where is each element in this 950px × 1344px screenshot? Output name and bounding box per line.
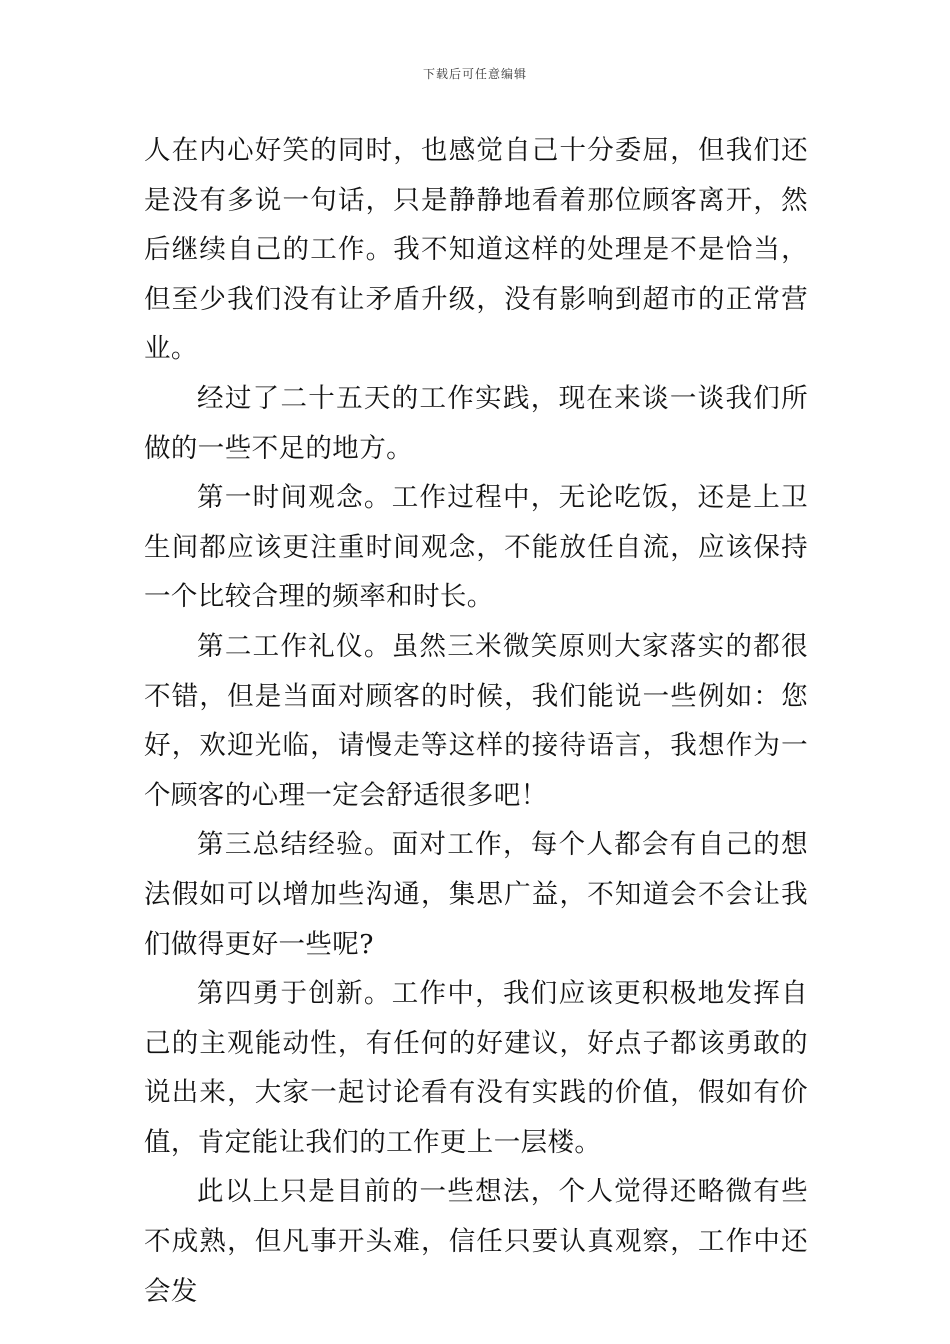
paragraph-summarize-experience: 第三总结经验。面对工作，每个人都会有自己的想法假如可以增加些沟通，集思广益，不知道会不会让我们做得更好一些呢? [144,829,808,960]
paragraph-innovation: 第四勇于创新。工作中，我们应该更积极地发挥自己的主观能动性，有任何的好建议，好点子都该勇敢的说出来，大家一起讨论看有没有实践的价值，假如有价值，肯定能让我们的工作更上一层楼。 [144,978,808,1158]
paragraph-work-etiquette: 第二工作礼仪。虽然三米微笑原则大家落实的都很不错，但是当面对顾客的时候，我们能说一些例如：您好，欢迎光临，请慢走等这样的接待语言，我想作为一个顾客的心理一定会舒适很多吧！ [144,630,808,811]
document-body [144,126,808,1316]
paragraph-closing: 此以上只是目前的一些想法，个人觉得还略微有些不成熟，但凡事开头难，信任只要认真观察，工作中还会发 [144,1176,808,1307]
paragraph-shortcomings-intro: 经过了二十五天的工作实践，现在来谈一谈我们所做的一些不足的地方。 [144,382,808,464]
paragraph-time-awareness: 第一时间观念。工作过程中，无论吃饭，还是上卫生间都应该更注重时间观念，不能放任自流，应该保持一个比较合理的频率和时长。 [144,482,808,613]
header-note: 下载后可任意编辑 [422,67,527,81]
paragraph-continued: 人在内心好笑的同时，也感觉自己十分委屈，但我们还是没有多说一句话，只是静静地看着那位顾客离开，然后继续自己的工作。我不知道这样的处理是不是恰当，但至少我们没有让矛盾升级，没有影响到超市的正常营业。 [144,135,808,365]
